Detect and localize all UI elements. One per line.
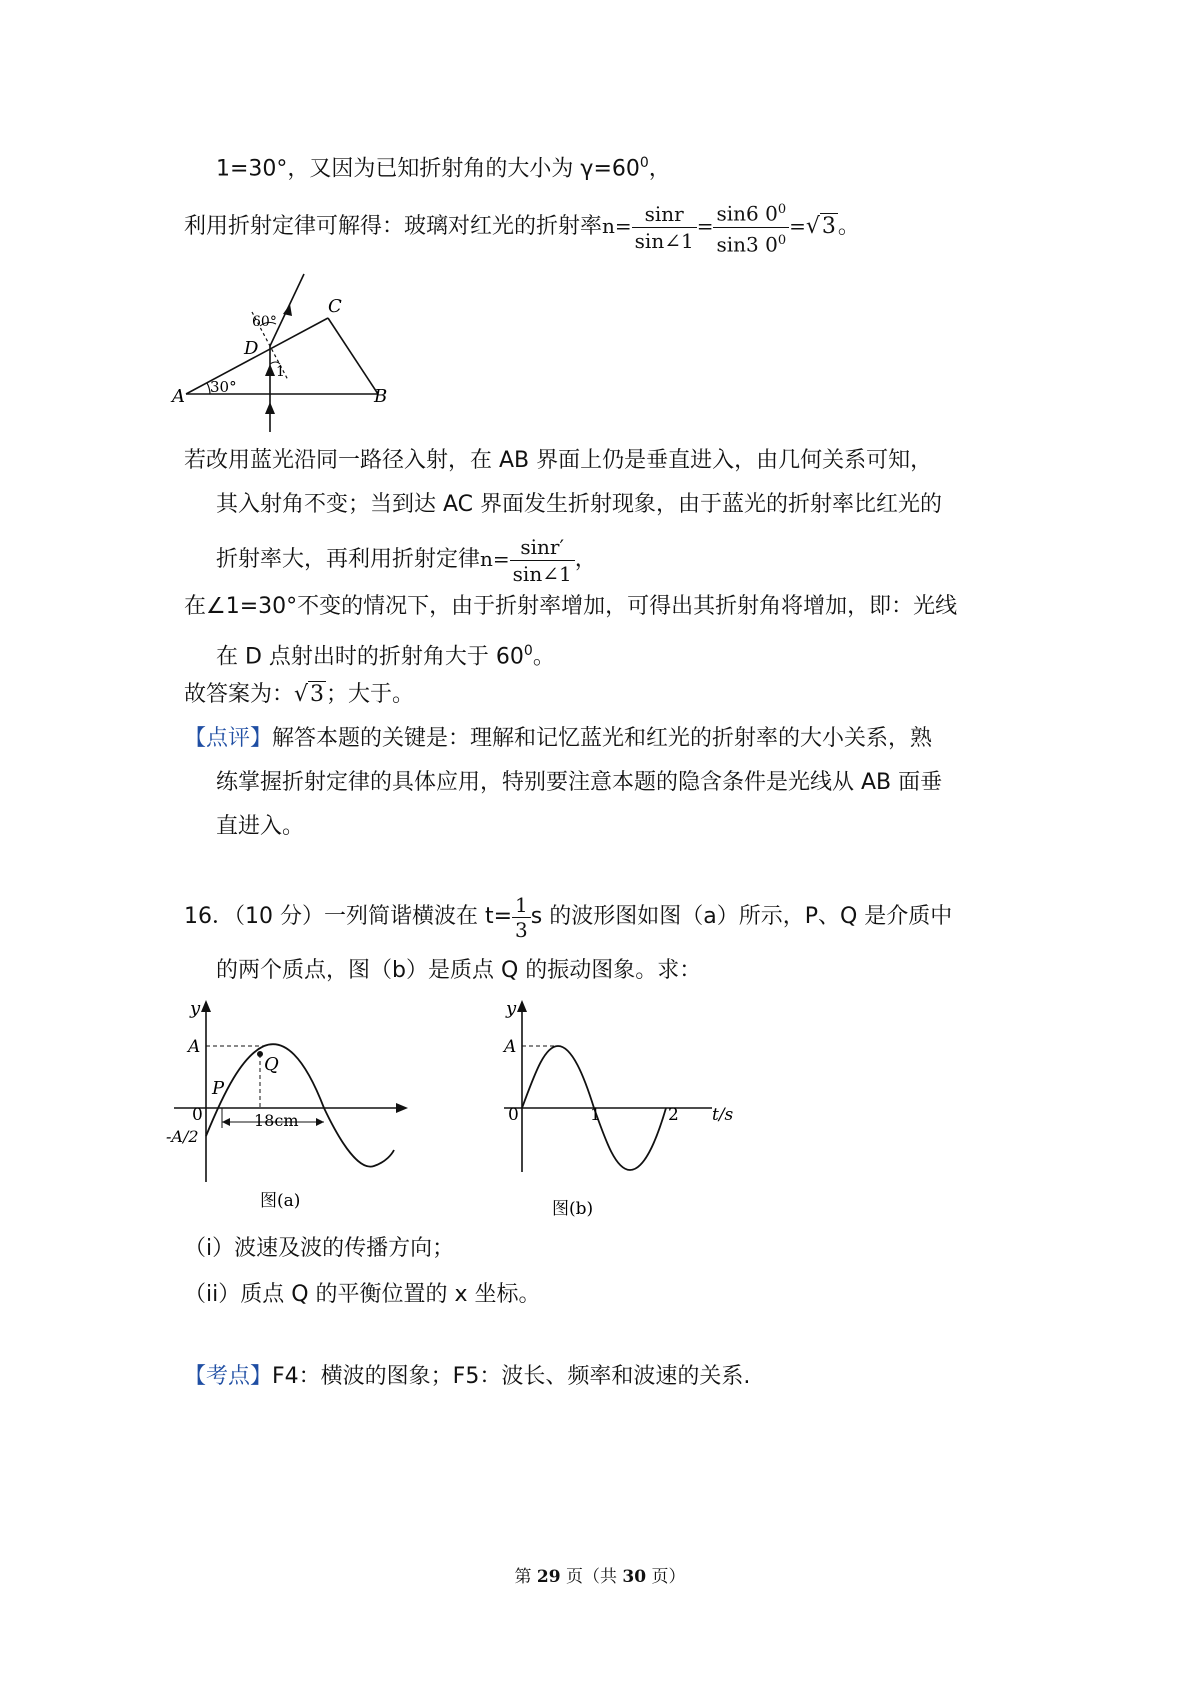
- text-line-6: 在∠1=30°不变的情况下，由于折射率增加，可得出其折射角将增加，即：光线: [184, 594, 958, 619]
- label-c: C: [328, 296, 342, 317]
- kaodian-line: 【考点】F4：横波的图象；F5：波长、频率和波速的关系.: [184, 1364, 751, 1389]
- fraction-sinr-prime: $\frac{\sin r'}{\sin\angle 1}$: [510, 534, 575, 587]
- fraction-sinr-sin1: $\frac{\sin r}{\sin\angle 1}$: [632, 201, 697, 254]
- review-line-2: 练掌握折射定律的具体应用，特别要注意本题的隐含条件是光线从 AB 面垂: [216, 770, 943, 795]
- label-d: D: [244, 338, 259, 359]
- review-tag: 【点评】: [184, 726, 273, 751]
- label-neg-half-a: -A/2: [166, 1127, 199, 1146]
- wave-figure-a: [164, 996, 444, 1226]
- text-line-7: 在 D 点射出时的折射角大于 $60^0$。: [216, 643, 555, 670]
- label-angle-1: 1: [276, 364, 285, 380]
- label-y-a: y: [190, 998, 201, 1019]
- wave-curve-a: [206, 1044, 394, 1166]
- label-angle-30: 30°: [210, 378, 237, 396]
- label-b: B: [374, 386, 388, 407]
- label-zero-b: 0: [508, 1105, 519, 1125]
- label-p: P: [212, 1078, 225, 1099]
- review-line-1: 【点评】解答本题的关键是：理解和记忆蓝光和红光的折射率的大小关系，熟: [184, 726, 933, 751]
- total-pages: 30: [622, 1567, 647, 1587]
- label-zero-a: 0: [192, 1105, 203, 1125]
- label-y-b: y: [506, 998, 517, 1019]
- review-line-3: 直进入。: [216, 814, 305, 839]
- label-one-b: 1: [590, 1105, 601, 1125]
- fraction-one-third: $\frac{1}{3}$: [512, 893, 531, 942]
- text-line-2: 利用折射定律可解得：玻璃对红光的折射率n= $\frac{\sin r}{\sin\angle 1}$ = $\frac{\sin 6 0^0}{\sin 3 0^0}$ =√3。: [184, 196, 860, 257]
- question-16-line-2: 的两个质点，图（b）是质点 Q 的振动图象。求：: [216, 958, 702, 983]
- text-line-8: 故答案为：√3；大于。: [184, 680, 414, 710]
- kaodian-tag: 【考点】: [184, 1364, 273, 1389]
- text-line-5: 折射率大，再利用折射定律n= $\frac{\sin r'}{\sin\angle 1}$ ，: [216, 534, 597, 586]
- text-line-1: 1=30°，又因为已知折射角的大小为 $\gamma=60^0$，: [216, 155, 671, 182]
- page-number: 29: [536, 1567, 561, 1587]
- caption-a: 图(a): [260, 1191, 301, 1211]
- fraction-sin60-sin30: $\frac{\sin 6 0^0}{\sin 3 0^0}$: [713, 197, 789, 257]
- label-amp-b: A: [504, 1037, 517, 1057]
- page-footer: 第 29 页（共 30 页）: [514, 1567, 686, 1587]
- label-a: A: [172, 386, 185, 407]
- prism-side-cb: [328, 318, 378, 394]
- arrow-upper: [265, 364, 275, 376]
- text-line-3: 若改用蓝光沿同一路径入射，在 AB 界面上仍是垂直进入，由几何关系可知，: [184, 448, 933, 473]
- label-angle-60: 60°: [252, 314, 277, 330]
- arrow-refracted: [283, 304, 292, 316]
- arrow-lower: [265, 402, 275, 414]
- sqrt-3: √3: [805, 214, 836, 239]
- prism-figure: [172, 268, 440, 438]
- caption-b: 图(b): [552, 1199, 594, 1219]
- label-t-b: t/s: [712, 1105, 734, 1125]
- sqrt-3-answer: √3: [294, 682, 325, 707]
- label-two-b: 2: [668, 1105, 679, 1125]
- point-q: [257, 1051, 263, 1057]
- label-q: Q: [264, 1054, 279, 1075]
- vibration-figure-b: [494, 996, 754, 1226]
- label-18cm: 18cm: [254, 1111, 299, 1130]
- label-amp-a: A: [188, 1037, 201, 1057]
- text-line-4: 其入射角不变；当到达 AC 界面发生折射现象，由于蓝光的折射率比红光的: [216, 492, 943, 517]
- question-16-line-1: 16．（10 分）一列简谐横波在 t= $\frac{1}{3}$ s 的波形图如图（a）所示，P、Q 是介质中: [184, 892, 953, 942]
- sub-question-2: （ii）质点 Q 的平衡位置的 x 坐标。: [184, 1282, 541, 1307]
- sub-question-1: （i）波速及波的传播方向；: [184, 1236, 455, 1261]
